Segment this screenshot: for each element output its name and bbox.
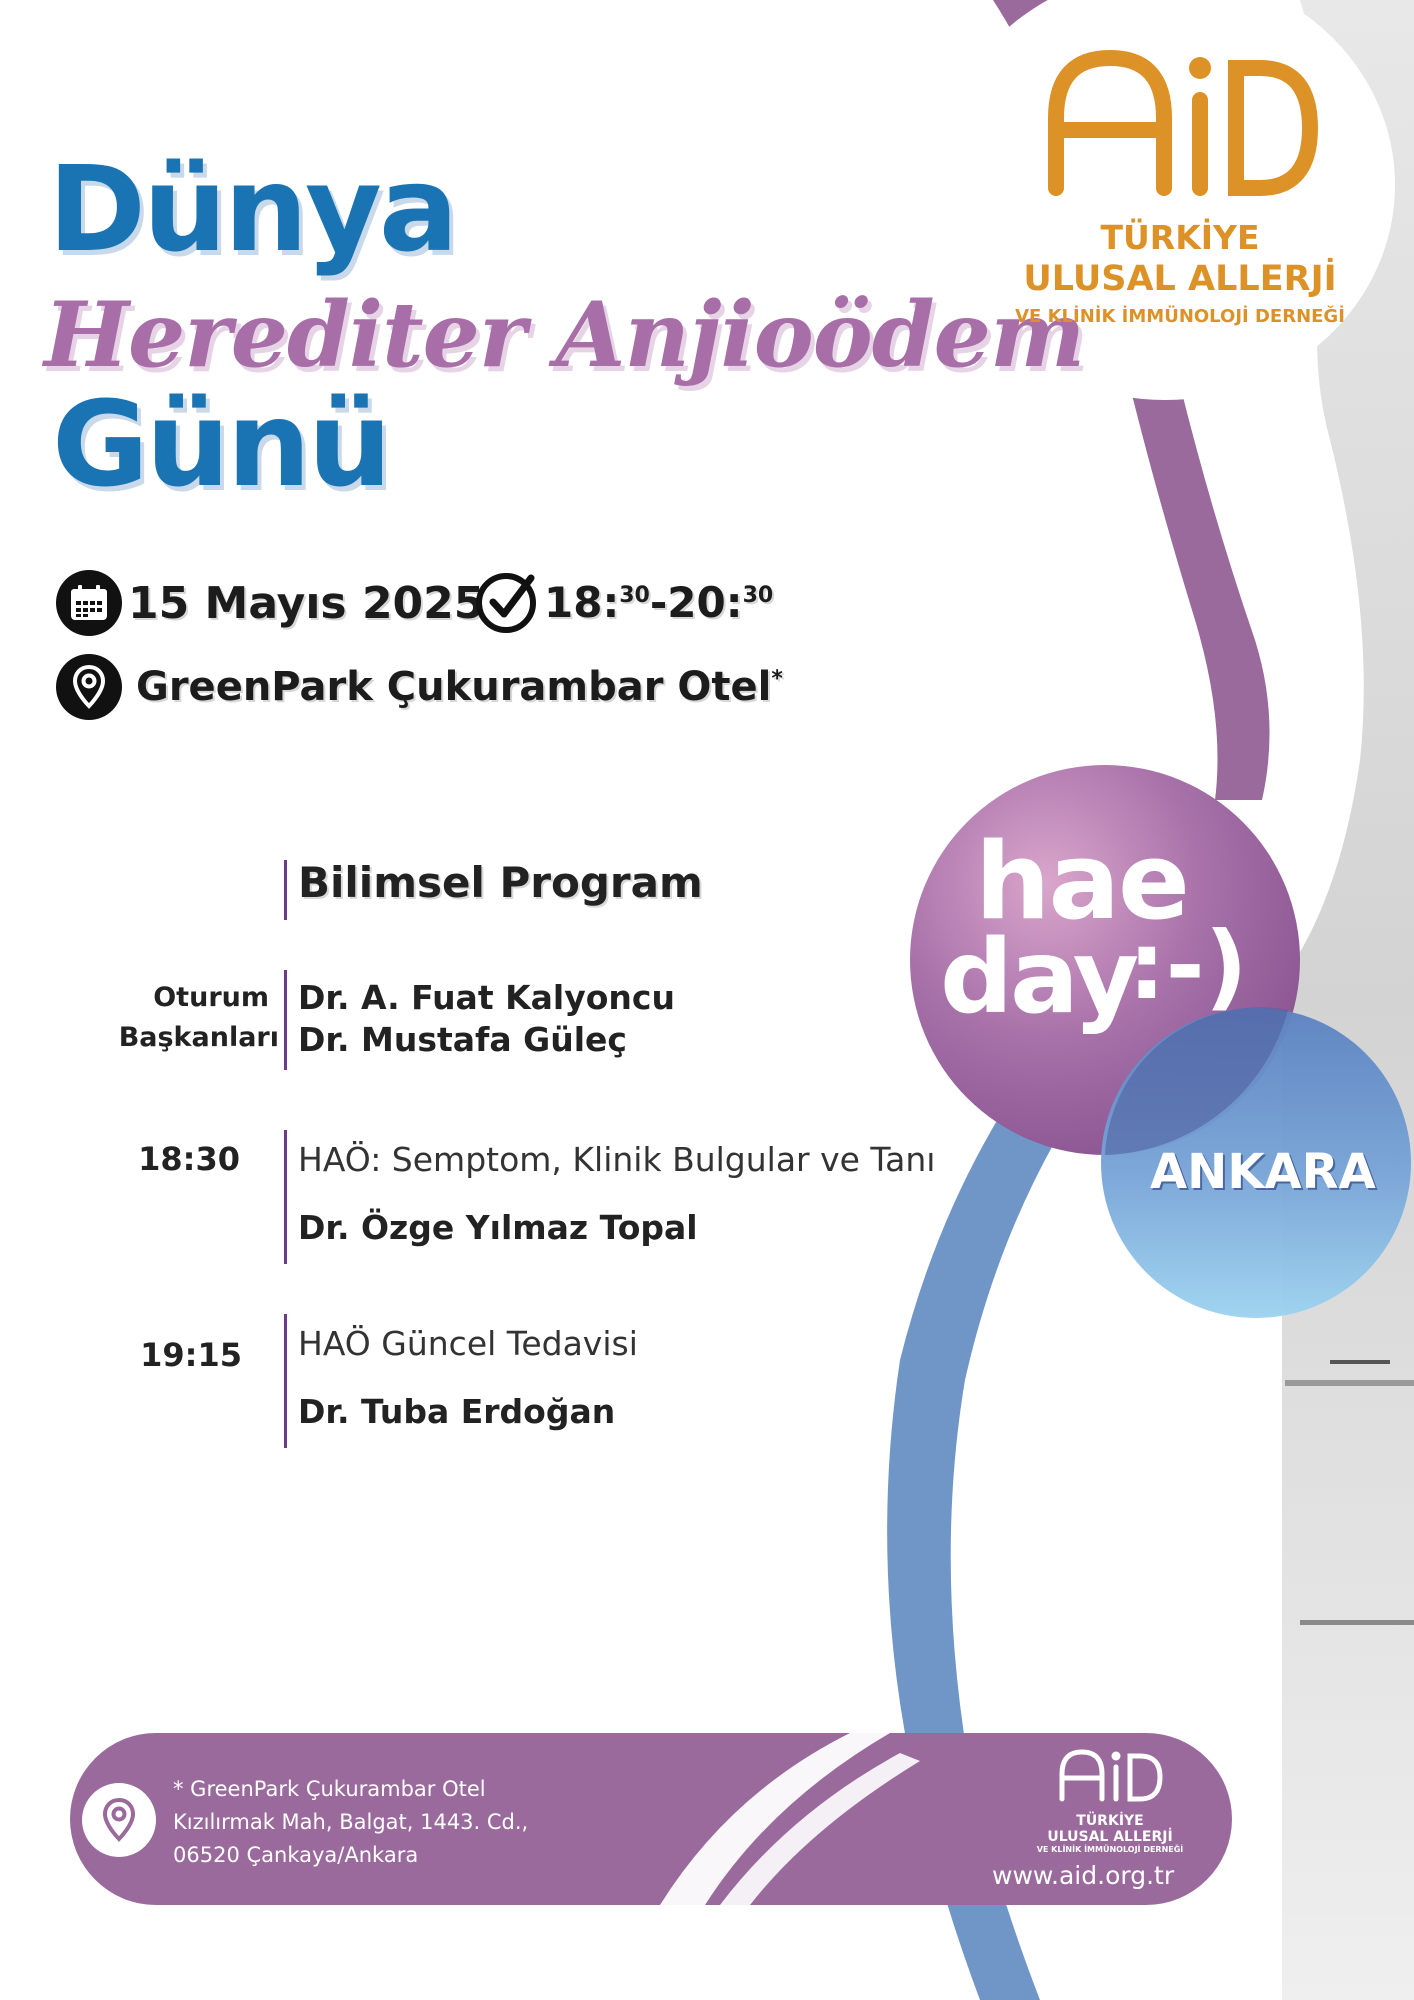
chair-name: Dr. Mustafa Güleç (298, 1020, 627, 1059)
title-line-2: Herediter Anjioödem (44, 282, 1085, 388)
footer-logo-line-1: TÜRKİYE (1076, 1813, 1144, 1829)
session-title: HAÖ Güncel Tedavisi (298, 1324, 638, 1363)
venue-name: GreenPark Çukurambar Otel (136, 664, 772, 710)
session-speaker: Dr. Tuba Erdoğan (298, 1392, 616, 1431)
footer-address-line-3: 06520 Çankaya/Ankara (173, 1843, 419, 1867)
session-bar (284, 1314, 287, 1448)
calendar-icon (56, 570, 122, 636)
session-title: HAÖ: Semptom, Klinik Bulgular ve Tanı (298, 1140, 936, 1179)
logo-line-3: VE KLİNİK İMMÜNOLOJİ DERNEĞİ (1015, 306, 1345, 327)
title-line-3: Günü (52, 375, 389, 513)
clock-check-icon (475, 568, 541, 634)
photo-detail (1330, 1360, 1390, 1364)
chairs-label-line-2: Başkanları (118, 1022, 279, 1053)
logo-line-1: TÜRKİYE (1100, 218, 1260, 257)
time-start-hour: 18: (544, 578, 620, 627)
footer-logo-line-3: VE KLİNİK İMMÜNOLOJİ DERNEĞİ (1036, 1845, 1184, 1854)
city-label: ANKARA (1150, 1144, 1376, 1200)
footer-address-line-2: Kızılırmak Mah, Balgat, 1443. Cd., (173, 1810, 529, 1834)
session-speaker: Dr. Özge Yılmaz Topal (298, 1208, 698, 1247)
footer-address-line-1: * GreenPark Çukurambar Otel (173, 1777, 486, 1801)
venue-footnote-mark: * (771, 666, 783, 692)
logo-line-2: ULUSAL ALLERJİ (1023, 259, 1337, 299)
chair-name: Dr. A. Fuat Kalyoncu (298, 978, 675, 1017)
time-end-min: 30 (742, 583, 774, 608)
smiley-emoticon: :-) (1128, 912, 1248, 1021)
footer-website-link[interactable]: www.aid.org.tr (992, 1861, 1175, 1890)
location-pin-icon (56, 654, 122, 720)
event-venue (136, 664, 783, 710)
photo-detail (1285, 1380, 1414, 1386)
session-time: 18:30 (138, 1140, 240, 1178)
footer-logo-line-2: ULUSAL ALLERJİ (1047, 1829, 1173, 1845)
aid-logo-mark (1040, 38, 1320, 198)
photo-detail (1300, 1620, 1414, 1625)
event-time (544, 578, 773, 627)
chairs-bar (284, 970, 287, 1070)
chairs-label-line-1: Oturum (153, 982, 269, 1013)
footer-band (70, 1733, 1232, 1905)
time-start-min: 30 (619, 583, 650, 608)
program-heading: Bilimsel Program (298, 858, 703, 907)
hae-word: hae (975, 820, 1188, 943)
heading-bar (284, 860, 287, 920)
footer-aid-logo-mark (1056, 1745, 1164, 1803)
day-word: day (940, 918, 1137, 1037)
time-end-hour: -20: (649, 578, 743, 627)
session-time: 19:15 (140, 1336, 242, 1374)
event-date: 15 Mayıs 2025 (128, 578, 485, 629)
footer-location-pin-icon (82, 1783, 156, 1857)
title-line-1: Dünya (48, 140, 456, 278)
session-bar (284, 1130, 287, 1264)
